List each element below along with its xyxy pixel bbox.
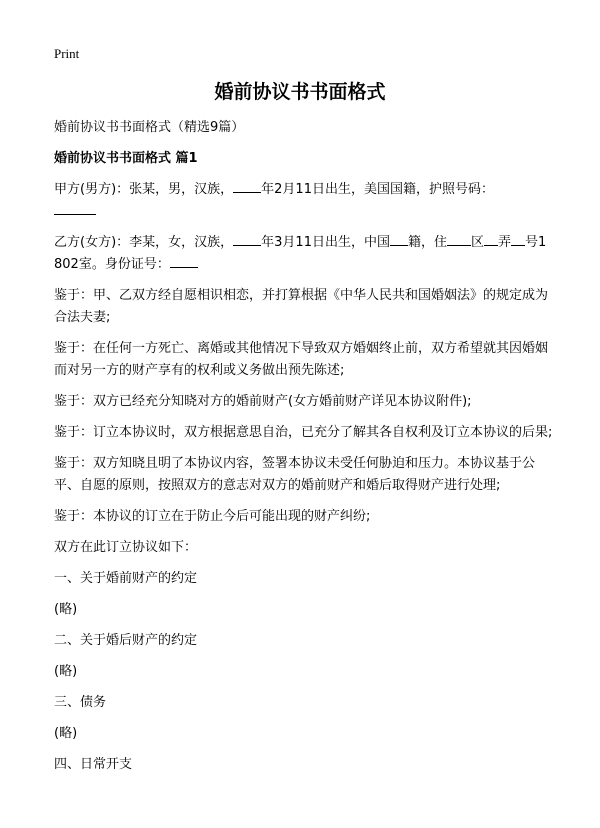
document-title: 婚前协议书书面格式 bbox=[214, 81, 386, 103]
recital-paragraph: 鉴于：双方已经充分知晓对方的婚前财产(女方婚前财产详见本协议附件); bbox=[54, 394, 472, 409]
clause-heading: 三、债务 bbox=[54, 695, 107, 710]
party-a-prefix: 甲方(男方)：张某，男，汉族， bbox=[54, 182, 234, 197]
recital-paragraph: 鉴于：双方知晓且明了本协议内容，签署本协议未受任何胁迫和压力。本协议基于公平、自愿的原则，按照双方的意志对双方的婚前财产和婚后取得财产进行处理; bbox=[54, 456, 536, 493]
agreement-intro: 双方在此订立协议如下： bbox=[54, 540, 198, 555]
print-label[interactable]: Print bbox=[54, 46, 80, 61]
clause-heading: 一、关于婚前财产的约定 bbox=[54, 571, 198, 586]
party-b-paragraph bbox=[54, 232, 554, 276]
blank-line bbox=[484, 232, 498, 246]
clause-body: (略) bbox=[54, 726, 78, 741]
document-subtitle: 婚前协议书书面格式（精选9篇） bbox=[54, 120, 245, 135]
recital-paragraph: 鉴于：本协议的订立在于防止今后可能出现的财产纠纷; bbox=[54, 509, 371, 524]
recital-paragraph: 鉴于：订立本协议时，双方根据意思自治，已充分了解其各自权利及订立本协议的后果; bbox=[54, 425, 553, 440]
blank-line bbox=[233, 179, 261, 193]
clause-body: (略) bbox=[54, 602, 78, 617]
party-a-middle: 年2月11日出生，美国国籍，护照号码： bbox=[261, 182, 494, 197]
blank-line bbox=[170, 254, 198, 268]
party-b-seg5: 号1802室。身份证号： bbox=[54, 235, 547, 272]
party-a-paragraph bbox=[54, 179, 554, 223]
party-b-seg3: 区 bbox=[471, 235, 485, 250]
blank-line bbox=[233, 232, 261, 246]
blank-line bbox=[54, 201, 96, 215]
recital-paragraph: 鉴于：在任何一方死亡、离婚或其他情况下导致双方婚姻终止前，双方希望就其因婚姻而对另一方的财产享有的权利或义务做出预先陈述; bbox=[54, 341, 549, 378]
party-b-prefix: 乙方(女方)：李某，女，汉族， bbox=[54, 235, 234, 250]
clause-heading: 四、日常开支 bbox=[54, 757, 133, 772]
document-body bbox=[54, 117, 554, 785]
blank-line bbox=[390, 232, 408, 246]
clause-heading: 二、关于婚后财产的约定 bbox=[54, 633, 198, 648]
party-b-seg2: 籍，住 bbox=[407, 235, 447, 250]
party-b-seg4: 弄 bbox=[498, 235, 512, 250]
recital-paragraph: 鉴于：甲、乙双方经自愿相识相恋，并打算根据《中华人民共和国婚姻法》的规定成为合法夫妻; bbox=[54, 288, 549, 325]
clause-body: (略) bbox=[54, 664, 78, 679]
blank-line bbox=[447, 232, 471, 246]
section-heading: 婚前协议书书面格式 篇1 bbox=[54, 151, 198, 166]
blank-line bbox=[511, 232, 525, 246]
party-b-seg1: 年3月11日出生，中国 bbox=[261, 235, 390, 250]
